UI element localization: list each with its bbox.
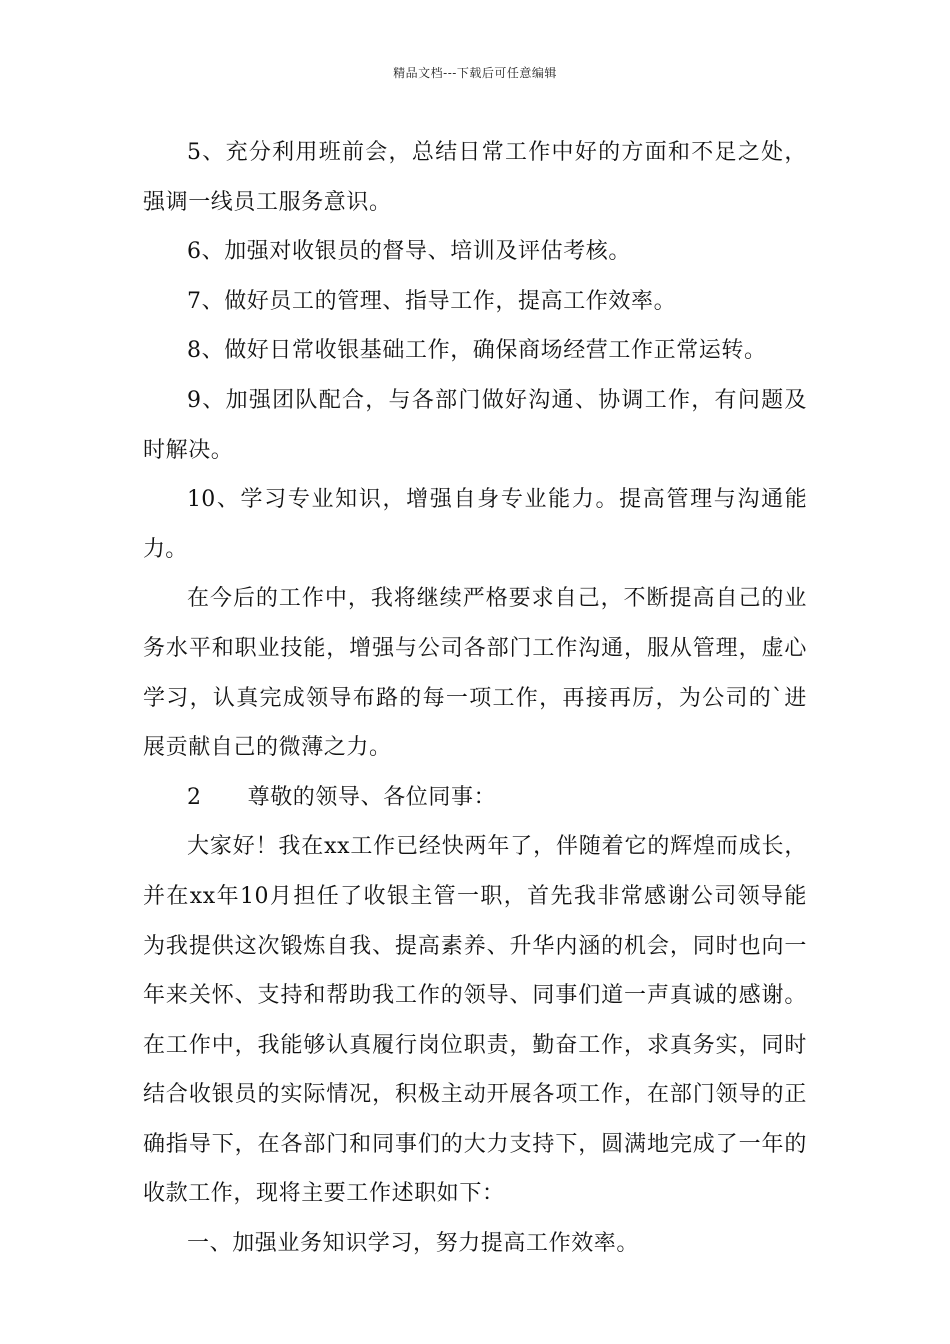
paragraph-item-6: 6、加强对收银员的督导、培训及评估考核。 [187,239,631,265]
paragraph-greeting: 大家好！我在xx工作已经快两年了，伴随着它的辉煌而成长，并在xx年10月担任了收银主管一职，首先我非常感谢公司领导能为我提供这次锻炼自我、提高素养、升华内涵的机会，同时也向一年来关怀、支持和帮助我工作的领导、同事们道一声真诚的感谢。在工作中，我能够认真履行岗位职责，勤奋工作，求真务实，同时结合收银员的实际情况，积极主动开展各项工作，在部门领导的正确指导下，在各部门和同事们的大力支持下，圆满地完成了一年的收款工作，现将主要工作述职如下： [143,834,807,1207]
paragraph-item-8: 8、做好日常收银基础工作，确保商场经营工作正常运转。 [187,338,767,364]
document-body [143,128,807,1269]
paragraph-heading-1: 一、加强业务知识学习，努力提高工作效率。 [187,1231,640,1257]
page-header: 精品文档---下载后可任意编辑 [393,66,557,80]
paragraph-item-5: 5、充分利用班前会，总结日常工作中好的方面和不足之处，强调一线员工服务意识。 [143,140,807,215]
section-salutation: 尊敬的领导、各位同事： [247,784,497,810]
paragraph-item-9: 9、加强团队配合，与各部门做好沟通、协调工作，有问题及时解决。 [143,387,807,463]
paragraph-item-10: 10、学习专业知识，增强自身专业能力。提高管理与沟通能力。 [143,487,807,562]
paragraph-item-7: 7、做好员工的管理、指导工作，提高工作效率。 [187,288,677,314]
section-heading [143,773,807,823]
section-number: 2 [187,784,202,810]
paragraph-closing: 在今后的工作中，我将继续严格要求自己，不断提高自己的业务水平和职业技能，增强与公司各部门工作沟通，服从管理，虚心学习，认真完成领导布路的每一项工作，再接再厉，为公司的`进展贡献自己的微薄之力。 [143,586,807,761]
